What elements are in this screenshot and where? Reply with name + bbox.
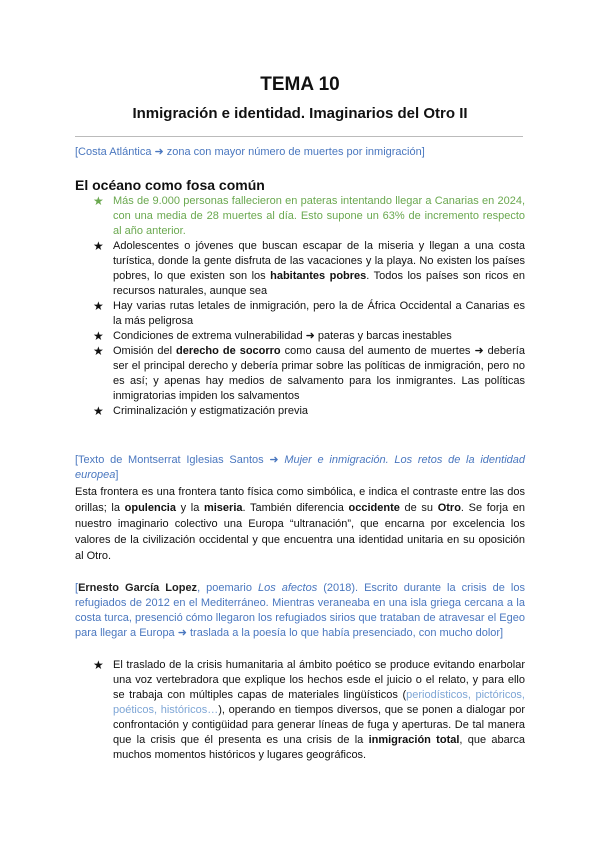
list-item-text: ), operando en tiempos diversos, que se ponen a dialogar por confrontación y contigüidad para generar líneas de fuga y aperturas. De tal manera que la crisis que él presenta es una crisis de la xyxy=(113,704,526,746)
list-item-highlight: periodísticos, pictóricos, poéticos, históricos… xyxy=(113,689,525,716)
section-heading-oceano: El océano como fosa común xyxy=(75,177,265,193)
list-item xyxy=(93,404,525,419)
list-item-text: Adolescentes o jóvenes que buscan escapar de la miseria y llegan a una costa turística, donde la gente disfruta de las vacaciones y la playa. No existen los países pobres, lo que existen son los xyxy=(113,240,525,282)
star-bullet-icon: ★ xyxy=(93,239,104,253)
list-item xyxy=(93,329,525,344)
star-bullet-icon: ★ xyxy=(93,299,104,313)
list-item xyxy=(93,344,525,404)
paragraph-frontera xyxy=(75,484,525,564)
paragraph-bold: miseria xyxy=(203,502,243,514)
note-garcia-lopez xyxy=(75,581,525,641)
star-bullet-icon: ★ xyxy=(93,404,104,418)
note-iglesias-santos xyxy=(75,453,525,483)
note-text: ] xyxy=(115,469,119,481)
note-work-title: Mujer e inmigración. Los retos de la identidad europea xyxy=(75,454,525,481)
note-text: , poemario xyxy=(197,582,258,594)
list-item-text: El traslado de la crisis humanitaria al ámbito poético se produce evitando enarbolar una voz vertebradora que explique los hechos esde el juicio o el relato, y para ello se trabaja con múltiples capas de materiales lingüísticos ( xyxy=(113,659,525,701)
list-item xyxy=(93,194,525,239)
list-item-bold: habitantes pobres xyxy=(270,270,367,282)
note-text: [Texto de Montserrat Iglesias Santos ➜ xyxy=(75,454,285,466)
note-text: [ xyxy=(75,582,79,594)
star-bullet-icon: ★ xyxy=(93,344,104,358)
list-item-text: . Todos los países son ricos en recursos naturales, aunque sea xyxy=(113,270,526,297)
list-item-text: Más de 9.000 personas fallecieron en pateras intentando llegar a Canarias en 2024, con una media de 28 muertes al día. Esto supone un 63% de incremento respecto al año anterior. xyxy=(113,195,525,237)
paragraph-text: . También diferencia xyxy=(242,502,349,514)
bullet-list-afectos xyxy=(93,658,525,763)
paragraph-text: Esta frontera es una frontera tanto física como simbólica, e indica el contraste entre las dos orillas; la xyxy=(75,486,525,514)
list-item xyxy=(93,239,525,299)
paragraph-bold: opulencia xyxy=(124,502,176,514)
page-title: TEMA 10 xyxy=(260,74,340,95)
list-item-bold: inmigración total xyxy=(368,734,460,746)
paragraph-text: . Se forja en nuestro imaginario colectivo una Europa “ultranación”, que encarna por excelencia los valores de la civilización occidental y que encuentra una identidad unitaria en su oposición al Otro. xyxy=(75,502,525,562)
paragraph-text: y la xyxy=(175,502,204,514)
list-item-text: , que abarca muchos momentos históricos y lugares geográficos. xyxy=(113,734,526,761)
paragraph-text: de su xyxy=(399,502,438,514)
star-bullet-icon: ★ xyxy=(93,658,104,672)
paragraph-bold: Otro xyxy=(437,502,461,514)
list-item xyxy=(93,658,525,763)
note-author: Ernesto García Lopez xyxy=(78,582,198,594)
list-item-text: Criminalización y estigmatización previa xyxy=(113,405,309,417)
list-item-text: Condiciones de extrema vulnerabilidad ➜ pateras y barcas inestables xyxy=(113,330,452,342)
note-costa-atlantica: [Costa Atlántica ➜ zona con mayor número de muertes por inmigración] xyxy=(75,146,425,158)
note-work-title: Los afectos xyxy=(258,582,318,594)
list-item xyxy=(93,299,525,329)
page-subtitle: Inmigración e identidad. Imaginarios del Otro II xyxy=(132,105,468,122)
list-item-text: Hay varias rutas letales de inmigración, pero la de África Occidental a Canarias es la más peligrosa xyxy=(113,300,525,327)
star-bullet-icon: ★ xyxy=(93,329,104,343)
bullet-list-oceano xyxy=(93,194,525,419)
list-item-bold: derecho de socorro xyxy=(176,345,281,357)
title-divider xyxy=(75,136,523,137)
note-text: (2018). Escrito durante la crisis de los refugiados de 2012 en el Mediterráneo. Mientras veraneaba en una isla griega cercana a la costa turca, presenció cómo llegaron los refugiados sirios que trataban de atravesar el Egeo para llegar a Europa ➜ traslada a la poesía lo que había presenciado, con mucho dolor] xyxy=(75,582,525,639)
paragraph-bold: occidente xyxy=(348,502,400,514)
list-item-text: como causa del aumento de muertes ➜ debería ser el principal derecho y debería primar sobre las políticas de inmigración, pero no es así; y apenas hay medios de salvamento para los inmigrantes. Las políticas inmigratorias impiden los salvamentos xyxy=(113,345,525,402)
list-item-text: Omisión del xyxy=(113,345,177,357)
star-bullet-icon: ★ xyxy=(93,194,104,208)
